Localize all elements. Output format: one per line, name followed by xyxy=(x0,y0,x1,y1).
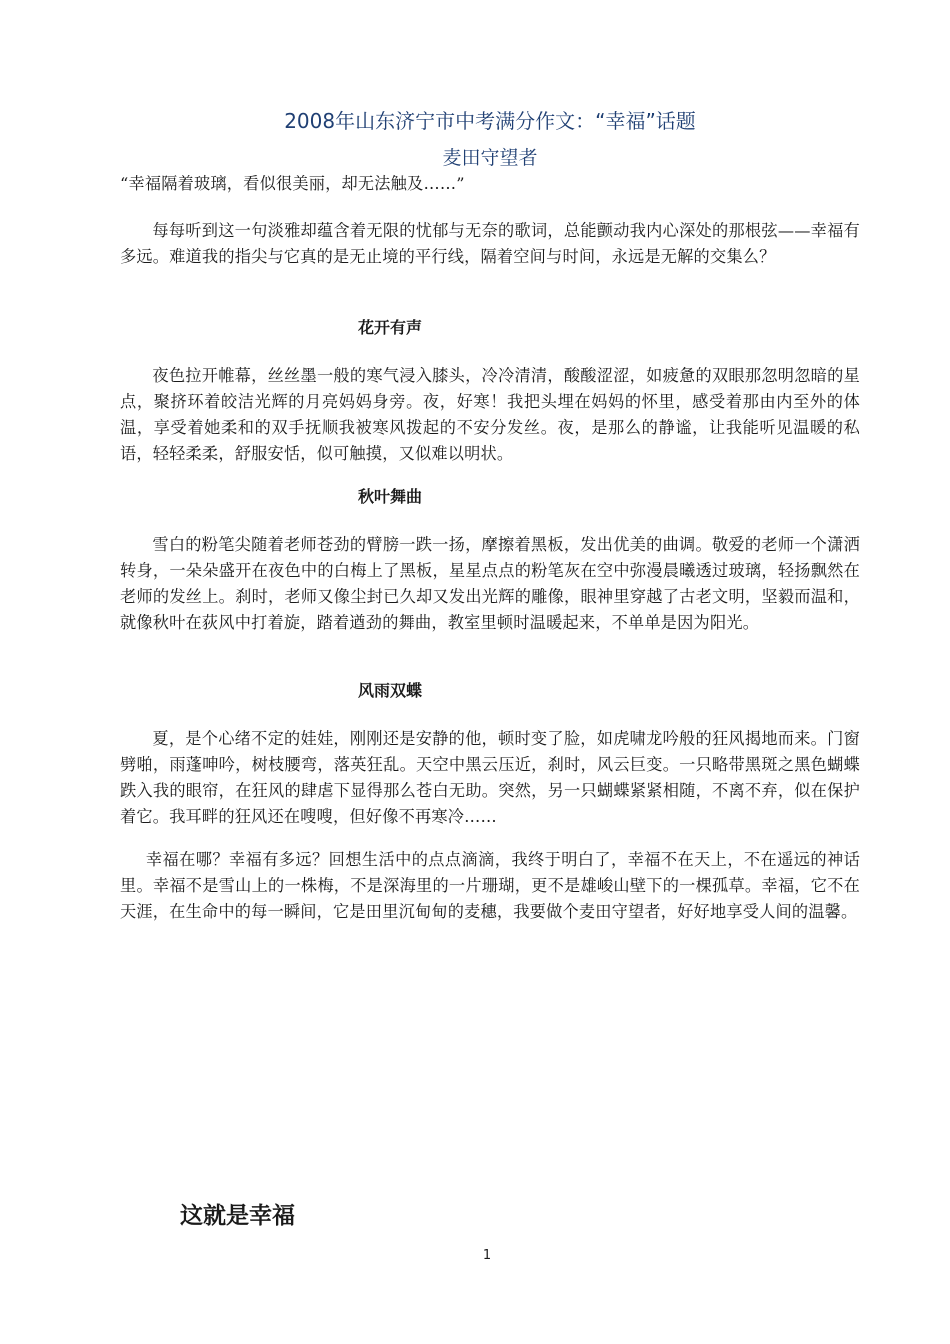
intro-paragraph: 每每听到这一句淡雅却蕴含着无限的忧郁与无奈的歌词，总能颤动我内心深处的那根弦——幸福有多远。难道我的指尖与它真的是无止境的平行线，隔着空间与时间，永远是无解的交集么？ xyxy=(120,221,860,266)
conclusion-paragraph: 幸福在哪？幸福有多远？回想生活中的点点滴滴，我终于明白了，幸福不在天上，不在遥远的神话里。幸福不是雪山上的一株梅，不是深海里的一片珊瑚，更不是雄峻山壁下的一棵孤草。幸福，它不在天涯，在生命中的每一瞬间，它是田里沉甸甸的麦穗，我要做个麦田守望者，好好地享受人间的温馨。 xyxy=(120,850,860,921)
section-paragraph: 夜色拉开帷幕，丝丝墨一般的寒气浸入膝头，冷冷清清，酸酸涩涩，如疲惫的双眼那忽明忽暗的星点，聚挤环着皎洁光辉的月亮妈妈身旁。夜，好寒！我把头埋在妈妈的怀里，感受着那由内至外的体温，享受着她柔和的双手抚顺我被寒风拨起的不安分发丝。夜，是那么的静谧，让我能听见温暖的私语，轻轻柔柔，舒服安恬，似可触摸，又似难以明状。 xyxy=(120,366,860,463)
next-article-title: 这就是幸福 xyxy=(180,1202,295,1229)
document-title: 2008年山东济宁市中考满分作文：“幸福”话题 xyxy=(284,109,696,133)
section-heading: 风雨双蝶 xyxy=(357,681,422,700)
section-paragraph: 雪白的粉笔尖随着老师苍劲的臂膀一跌一扬，摩擦着黑板，发出优美的曲调。敬爱的老师一个潇洒转身，一朵朵盛开在夜色中的白梅上了黑板，星星点点的粉笔灰在空中弥漫晨曦透过玻璃，轻扬飘然在老师的发丝上。刹时，老师又像尘封已久却又发出光辉的雕像，眼神里穿越了古老文明，坚毅而温和，就像秋叶在荻风中打着旋，踏着遒劲的舞曲，教室里顿时温暖起来，不单单是因为阳光。 xyxy=(120,535,860,632)
section-heading: 秋叶舞曲 xyxy=(357,487,422,506)
opening-quote: “幸福隔着玻璃，看似很美丽，却无法触及……” xyxy=(120,174,465,193)
page-number: 1 xyxy=(482,1248,492,1263)
section-heading: 花开有声 xyxy=(357,318,422,337)
author-name: 麦田守望者 xyxy=(442,147,538,169)
section-paragraph: 夏，是个心绪不定的娃娃，刚刚还是安静的他，顿时变了脸，如虎啸龙吟般的狂风揭地而来。门窗劈啪，雨蓬呻吟，树枝腰弯，落英狂乱。天空中黑云压近，刹时，风云巨变。一只略带黑斑之黑色蝴蝶跌入我的眼帘，在狂风的肆虐下显得那么苍白无助。突然，另一只蝴蝶紧紧相随，不离不弃，似在保护着它。我耳畔的狂风还在嗖嗖，但好像不再寒冷…… xyxy=(120,729,860,826)
